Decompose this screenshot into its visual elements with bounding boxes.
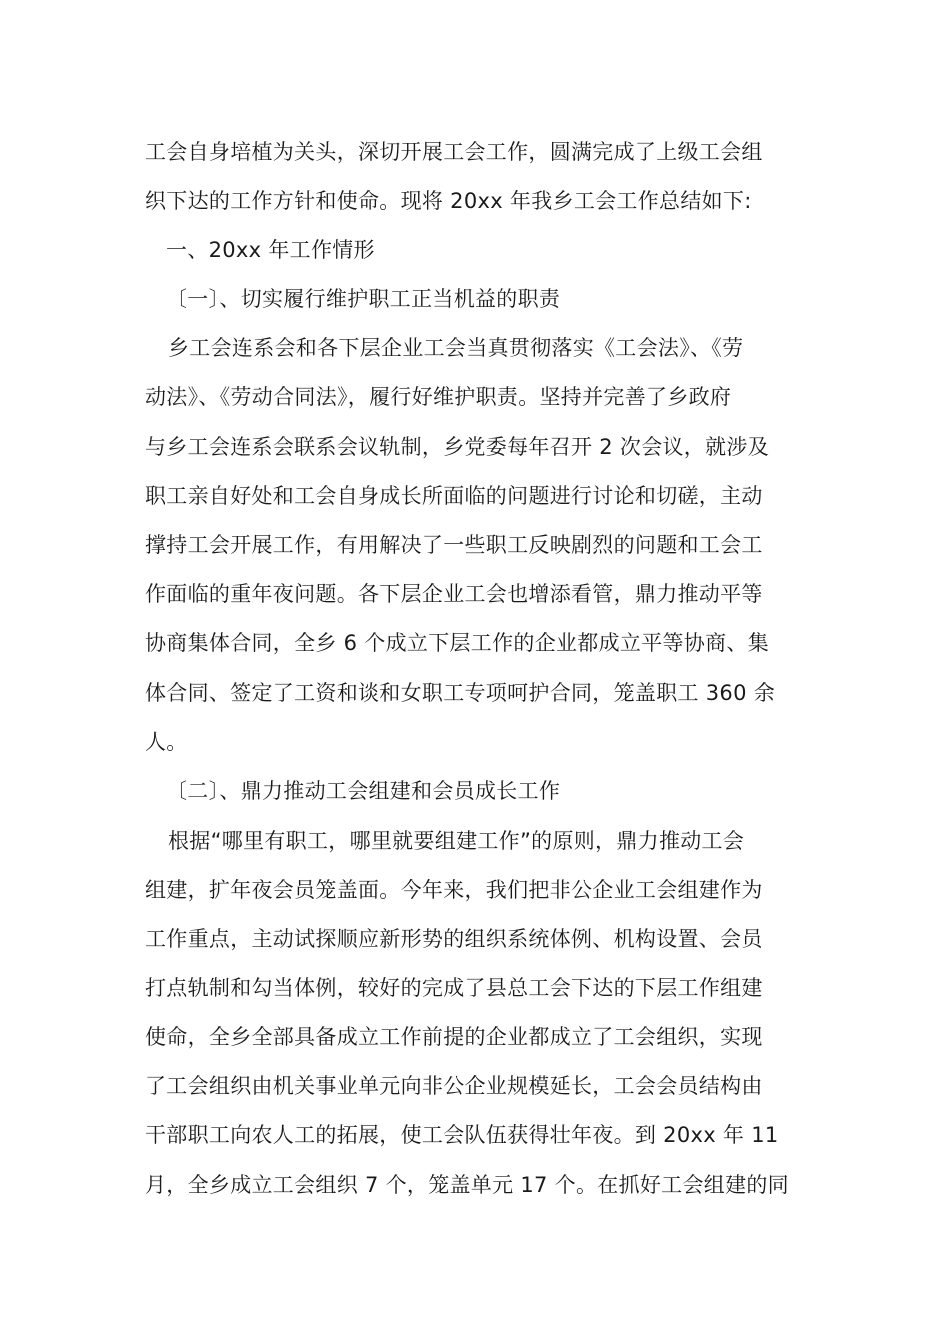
paragraph-line: 撑持工会开展工作，有用解决了一些职工反映剧烈的问题和工会工 — [145, 533, 763, 557]
paragraph-line: 人。 — [145, 730, 188, 754]
paragraph-line: 根据“哪里有职工，哪里就要组建工作”的原则，鼎力推动工会 — [168, 829, 745, 853]
paragraph-line: 体合同、签定了工资和谈和女职工专项呵护合同，笼盖职工 360 余 — [145, 681, 776, 705]
paragraph-line: 动法》、《劳动合同法》，履行好维护职责。坚持并完善了乡政府 — [145, 385, 732, 409]
paragraph-line: 职工亲自好处和工会自身成长所面临的问题进行讨论和切磋，主动 — [145, 484, 763, 508]
paragraph-line: 工会自身培植为关头，深切开展工会工作，圆满完成了上级工会组 — [145, 140, 763, 164]
section-heading: 一、20xx 年工作情形 — [166, 238, 375, 262]
paragraph-line: 组建，扩年夜会员笼盖面。今年来，我们把非公企业工会组建作为 — [145, 878, 763, 902]
paragraph-line: 与乡工会连系会联系会议轨制，乡党委每年召开 2 次会议，就涉及 — [145, 435, 770, 459]
subsection-heading: 〔一〕、切实履行维护职工正当机益的职责 — [166, 287, 561, 311]
paragraph-line: 乡工会连系会和各下层企业工会当真贯彻落实《工会法》、《劳 — [168, 336, 744, 360]
paragraph-line: 月，全乡成立工会组织 7 个，笼盖单元 17 个。在抓好工会组建的同 — [145, 1173, 789, 1197]
paragraph-line: 打点轨制和勾当体例，较好的完成了县总工会下达的下层工作组建 — [145, 976, 763, 1000]
paragraph-line: 干部职工向农人工的拓展，使工会队伍获得壮年夜。到 20xx 年 11 — [145, 1123, 779, 1147]
paragraph-line: 工作重点，主动试探顺应新形势的组织系统体例、机构设置、会员 — [145, 927, 763, 951]
paragraph-line: 协商集体合同，全乡 6 个成立下层工作的企业都成立平等协商、集 — [145, 631, 770, 655]
paragraph-line: 使命，全乡全部具备成立工作前提的企业都成立了工会组织，实现 — [145, 1025, 763, 1049]
paragraph-line: 作面临的重年夜问题。各下层企业工会也增添看管，鼎力推动平等 — [145, 582, 763, 606]
paragraph-line: 织下达的工作方针和使命。现将 20xx 年我乡工会工作总结如下: — [145, 189, 752, 213]
paragraph-line: 了工会组织由机关事业单元向非公企业规模延长，工会会员结构由 — [145, 1074, 763, 1098]
subsection-heading: 〔二〕、鼎力推动工会组建和会员成长工作 — [166, 779, 561, 803]
